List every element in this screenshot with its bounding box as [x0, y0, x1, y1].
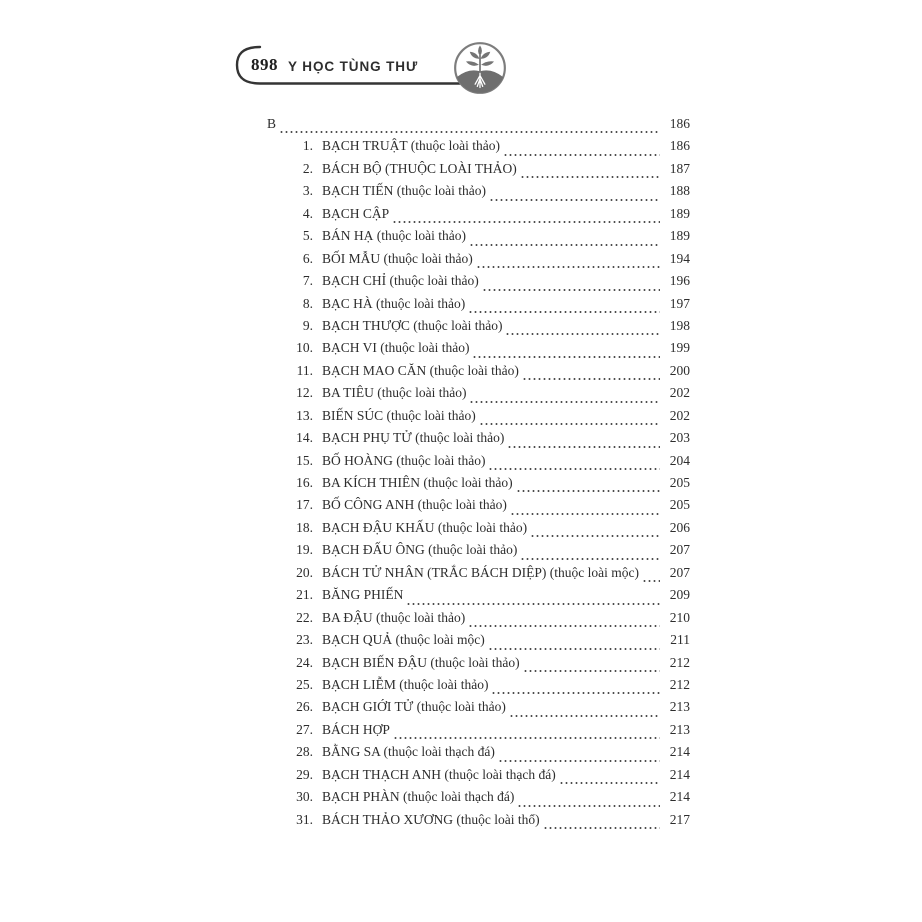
- entry-title: BẠCH TIẾN (thuộc loài thảo): [322, 183, 486, 199]
- entry-page-number: 213: [669, 699, 690, 715]
- dot-leader: [559, 767, 660, 789]
- toc-entry-row: [267, 565, 690, 587]
- dot-leader: [503, 138, 660, 160]
- book-title: Y HỌC TÙNG THƯ: [288, 59, 419, 74]
- entry-title: BÁCH TỬ NHÂN (TRẮC BÁCH DIỆP) (thuộc loài mộc): [322, 564, 639, 580]
- entry-page-number: 197: [669, 295, 690, 311]
- dot-leader: [476, 251, 660, 273]
- entry-number: 20.: [296, 564, 313, 580]
- dot-leader: [505, 318, 660, 340]
- entry-page-number: 212: [669, 676, 690, 692]
- entry-page-number: 205: [669, 475, 690, 490]
- entry-page-number: 198: [669, 317, 690, 333]
- plant-sprout-icon: [453, 41, 507, 95]
- toc-entry-row: [267, 385, 690, 407]
- entry-title: BẰNG SA (thuộc loài thạch đá): [322, 744, 495, 760]
- entry-number: 27.: [296, 721, 313, 737]
- entry-number: 9.: [302, 317, 313, 333]
- entry-title: BIẾN SÚC (thuộc loài thảo): [322, 407, 476, 423]
- dot-leader: [642, 565, 660, 587]
- entry-page-number: 209: [669, 587, 690, 603]
- entry-title: BA ĐẬU (thuộc loài thảo): [322, 609, 466, 625]
- dot-leader: [491, 677, 660, 699]
- entry-page-number: 194: [669, 250, 690, 266]
- dot-leader: [522, 363, 660, 385]
- entry-page-number: 211: [670, 632, 690, 648]
- toc-list: [267, 116, 690, 834]
- entry-number: 13.: [296, 407, 313, 423]
- dot-leader: [469, 228, 660, 250]
- toc-entry-row: [267, 363, 690, 385]
- entry-page-number: 189: [669, 205, 690, 221]
- dot-leader: [406, 587, 660, 609]
- entry-number: 19.: [296, 542, 313, 558]
- dot-leader: [517, 789, 660, 811]
- dot-leader: [520, 542, 660, 564]
- entry-number: 7.: [302, 273, 313, 289]
- entry-title: BẠCH ĐẬU KHẤU (thuộc loài thảo): [322, 519, 528, 535]
- entry-number: 15.: [296, 452, 313, 468]
- entry-page-number: 204: [669, 452, 690, 468]
- toc-entry-row: [267, 408, 690, 430]
- toc-entry-row: [267, 273, 690, 295]
- dot-leader: [488, 632, 660, 654]
- toc-entry-row: [267, 610, 690, 632]
- entry-page-number: 210: [669, 609, 690, 625]
- entry-page-number: 200: [669, 362, 690, 378]
- toc-entry-row: [267, 767, 690, 789]
- entry-title: BỐ CÔNG ANH (thuộc loài thảo): [322, 497, 507, 513]
- toc-entry-row: [267, 318, 690, 340]
- dot-leader: [507, 430, 660, 452]
- dot-leader: [488, 453, 660, 475]
- toc-entry-row: [267, 228, 690, 250]
- entry-title: BÁCH BỘ (THUỘC LOÀI THẢO): [322, 160, 517, 176]
- entry-number: 30.: [296, 789, 313, 805]
- dot-leader: [393, 722, 660, 744]
- toc-entry-row: [267, 296, 690, 318]
- entry-number: 28.: [296, 744, 313, 760]
- entry-number: 22.: [296, 609, 313, 625]
- dot-leader: [392, 206, 660, 228]
- entry-title: BẠCH PHỤ TỬ (thuộc loài thảo): [322, 430, 505, 446]
- toc-entry-row: [267, 183, 690, 205]
- toc-section-row: [267, 116, 690, 138]
- toc-entry-row: [267, 542, 690, 564]
- entry-title: BỐI MẪU (thuộc loài thảo): [322, 250, 473, 266]
- dot-leader: [543, 812, 660, 834]
- toc-entry-row: [267, 520, 690, 542]
- toc-entry-row: [267, 497, 690, 519]
- entry-page-number: 186: [669, 138, 690, 154]
- entry-title: BẠCH THƯỢC (thuộc loài thảo): [322, 317, 503, 333]
- entry-number: 5.: [302, 228, 313, 244]
- entry-number: 21.: [296, 587, 313, 603]
- entry-page-number: 202: [669, 407, 690, 423]
- entry-number: 11.: [296, 362, 313, 378]
- toc-entry-row: [267, 475, 690, 497]
- entry-title: BA TIÊU (thuộc loài thảo): [322, 385, 467, 401]
- entry-page-number: 199: [669, 340, 690, 356]
- entry-title: BẠCH VI (thuộc loài thảo): [322, 340, 470, 356]
- entry-number: 17.: [296, 497, 313, 513]
- entry-title: BẠCH GIỚI TỬ (thuộc loài thảo): [322, 699, 506, 715]
- toc-entry-row: [267, 430, 690, 452]
- dot-leader: [468, 610, 660, 632]
- entry-title: BẠCH PHÀN (thuộc loài thạch đá): [322, 789, 515, 805]
- entry-page-number: 212: [669, 654, 690, 670]
- toc-entry-row: [267, 206, 690, 228]
- dot-leader: [509, 699, 660, 721]
- entry-page-number: 202: [669, 385, 690, 401]
- header-page-number: 898: [251, 55, 278, 74]
- toc-entry-row: [267, 655, 690, 677]
- entry-number: 10.: [296, 340, 313, 356]
- toc-entry-row: [267, 744, 690, 766]
- dot-leader: [530, 520, 660, 542]
- toc-entry-row: [267, 251, 690, 273]
- entry-page-number: 189: [669, 228, 690, 244]
- entry-page-number: 187: [669, 160, 690, 176]
- dot-leader: [472, 340, 660, 362]
- entry-title: BẠCH QUẢ (thuộc loài mộc): [322, 632, 485, 648]
- entry-title: BẠC HÀ (thuộc loài thảo): [322, 295, 466, 311]
- dot-leader: [510, 497, 660, 519]
- entry-page-number: 205: [669, 497, 690, 513]
- entry-number: 4.: [302, 205, 313, 221]
- toc-entry-row: [267, 632, 690, 654]
- entry-number: 18.: [296, 519, 313, 535]
- toc-entry-row: [267, 812, 690, 834]
- entry-page-number: 214: [669, 766, 690, 782]
- entry-page-number: 203: [669, 430, 690, 446]
- entry-title: BẠCH CHỈ (thuộc loài thảo): [322, 273, 479, 289]
- toc-entry-row: [267, 138, 690, 160]
- entry-page-number: 213: [669, 721, 690, 737]
- entry-title: BẠCH CẬP: [322, 205, 390, 221]
- entry-number: 23.: [296, 632, 313, 648]
- toc-entry-row: [267, 677, 690, 699]
- entry-number: 24.: [296, 654, 313, 670]
- entry-number: 6.: [302, 250, 313, 266]
- entry-page-number: 207: [669, 542, 690, 558]
- dot-leader: [469, 385, 660, 407]
- entry-title: BẠCH THẠCH ANH (thuộc loài thạch đá): [322, 766, 556, 782]
- entry-title: BẠCH LIỄM (thuộc loài thảo): [322, 676, 489, 692]
- dot-leader: [516, 475, 660, 497]
- dot-leader: [479, 408, 660, 430]
- entry-title: BẠCH BIẾN ĐẬU (thuộc loài thảo): [322, 654, 520, 670]
- entry-number: 29.: [296, 766, 313, 782]
- entry-number: 1.: [302, 138, 313, 154]
- entry-title: BỐ HOÀNG (thuộc loài thảo): [322, 452, 486, 468]
- entry-page-number: 214: [669, 789, 690, 805]
- entry-page-number: 214: [669, 744, 690, 760]
- dot-leader: [489, 183, 660, 205]
- toc-entry-row: [267, 161, 690, 183]
- entry-title: BÁCH HỢP: [322, 721, 390, 737]
- entry-page-number: 196: [669, 273, 690, 289]
- entry-title: BÁN HẠ (thuộc loài thảo): [322, 228, 466, 244]
- toc-entry-row: [267, 453, 690, 475]
- entry-title: BĂNG PHIẾN: [322, 587, 404, 603]
- dot-leader: [482, 273, 660, 295]
- section-letter: B: [267, 116, 277, 131]
- section-page-number: 186: [669, 116, 690, 131]
- toc-entry-row: [267, 340, 690, 362]
- entry-number: 8.: [302, 295, 313, 311]
- entry-page-number: 217: [669, 811, 690, 827]
- entry-number: 31.: [296, 811, 313, 827]
- dot-leader: [468, 296, 660, 318]
- entry-title: BẠCH TRUẬT (thuộc loài thảo): [322, 138, 500, 154]
- entry-number: 2.: [302, 160, 313, 176]
- dot-leader: [279, 116, 660, 138]
- dot-leader: [523, 655, 660, 677]
- toc-entry-row: [267, 587, 690, 609]
- toc-entry-row: [267, 789, 690, 811]
- entry-page-number: 188: [669, 183, 690, 199]
- entry-title: BA KÍCH THIÊN (thuộc loài thảo): [322, 475, 513, 490]
- entry-title: BẠCH MAO CĂN (thuộc loài thảo): [322, 362, 519, 378]
- entry-number: 16.: [296, 475, 313, 490]
- entry-number: 25.: [296, 676, 313, 692]
- toc-entry-row: [267, 722, 690, 744]
- dot-leader: [520, 161, 660, 183]
- entry-number: 26.: [296, 699, 313, 715]
- toc-entry-row: [267, 699, 690, 721]
- entry-page-number: 207: [669, 564, 690, 580]
- entry-number: 14.: [296, 430, 313, 446]
- entry-number: 12.: [296, 385, 313, 401]
- entry-number: 3.: [302, 183, 313, 199]
- dot-leader: [498, 744, 660, 766]
- entry-title: BẠCH ĐẤU ÔNG (thuộc loài thảo): [322, 542, 518, 558]
- entry-page-number: 206: [669, 519, 690, 535]
- entry-title: BÁCH THẢO XƯƠNG (thuộc loài thổ): [322, 811, 540, 827]
